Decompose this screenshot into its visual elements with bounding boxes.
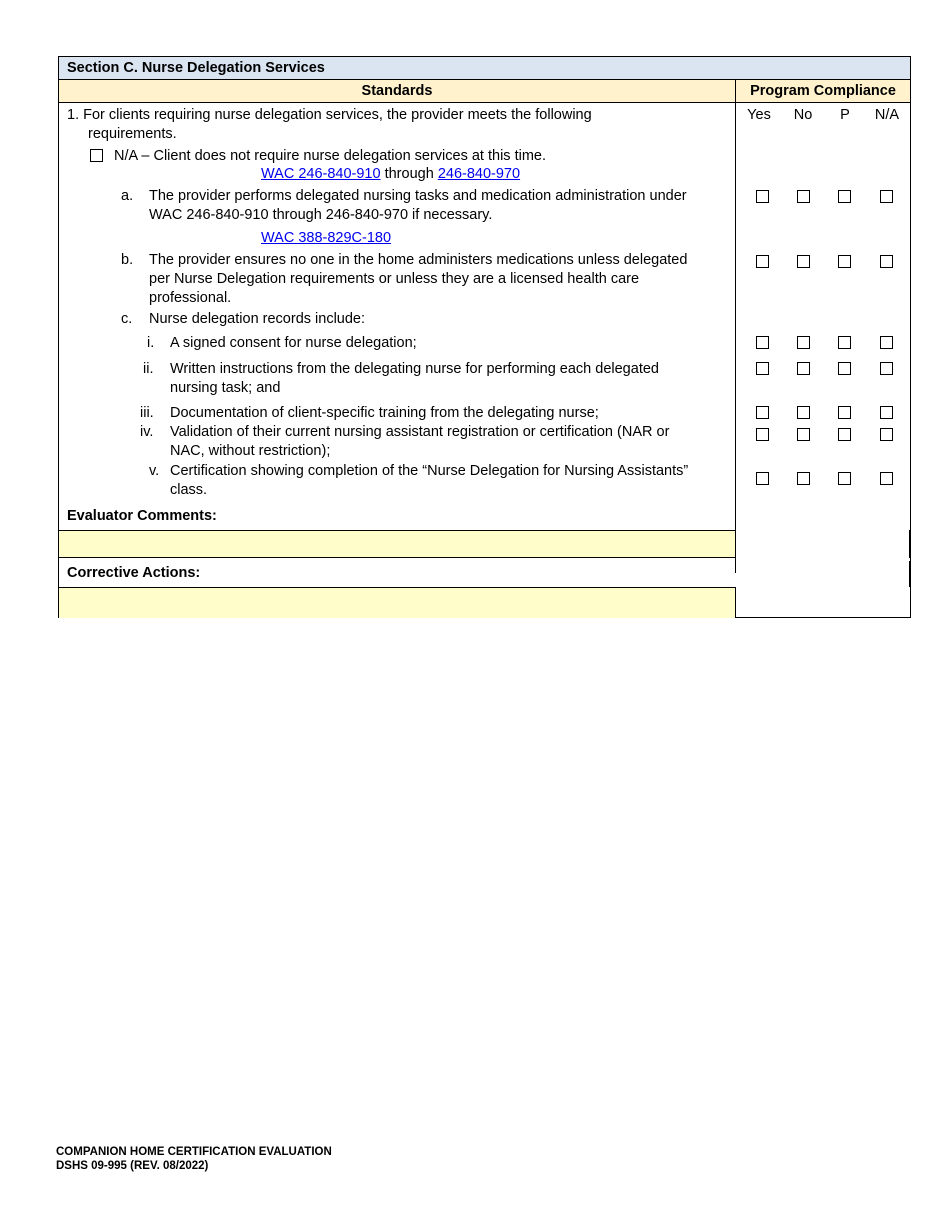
item-ciii-p-checkbox[interactable] [838, 406, 851, 419]
wac-link-388-829c-180[interactable]: WAC 388-829C-180 [261, 230, 392, 246]
item-cv-yes-checkbox[interactable] [756, 472, 769, 485]
item-cv-marker: v. [149, 463, 160, 479]
item-civ-na-checkbox[interactable] [880, 428, 893, 441]
item-b-marker: b. [121, 252, 134, 268]
item-b-na-checkbox[interactable] [880, 255, 893, 268]
col-p: P [840, 107, 850, 123]
item1-line2: requirements. [88, 126, 177, 142]
item-ci-marker: i. [147, 335, 155, 351]
item-ciii-line1: Documentation of client-specific training from the delegating nurse; [170, 405, 599, 421]
item-c-marker: c. [121, 311, 133, 327]
col-na: N/A [874, 107, 900, 123]
wac-reference-2 [261, 229, 391, 248]
evaluation-form-table [58, 56, 911, 618]
item-ci-p-checkbox[interactable] [838, 336, 851, 349]
item-a-yes-checkbox[interactable] [756, 190, 769, 203]
na-text: N/A – Client does not require nurse delegation services at this time. [114, 148, 547, 164]
col-no: No [793, 107, 813, 123]
item-cv-p-checkbox[interactable] [838, 472, 851, 485]
item-cii-no-checkbox[interactable] [797, 362, 810, 375]
item-b-no-checkbox[interactable] [797, 255, 810, 268]
item-a-na-checkbox[interactable] [880, 190, 893, 203]
footer-form-title: COMPANION HOME CERTIFICATION EVALUATION [56, 1146, 332, 1158]
item-cv-na-checkbox[interactable] [880, 472, 893, 485]
item-cii-p-checkbox[interactable] [838, 362, 851, 375]
item-a-line1: The provider performs delegated nursing tasks and medication administration under [149, 188, 687, 204]
item-civ-line2: NAC, without restriction); [170, 443, 331, 459]
footer-form-number: DSHS 09-995 (REV. 08/2022) [56, 1160, 209, 1172]
item-cii-yes-checkbox[interactable] [756, 362, 769, 375]
item-ciii-no-checkbox[interactable] [797, 406, 810, 419]
item-ciii-yes-checkbox[interactable] [756, 406, 769, 419]
item-cv-line2: class. [170, 482, 208, 498]
item-b-yes-checkbox[interactable] [756, 255, 769, 268]
item-civ-yes-checkbox[interactable] [756, 428, 769, 441]
wac-link-246-840-970[interactable]: 246-840-970 [437, 166, 521, 182]
corrective-actions-label: Corrective Actions: [67, 565, 201, 581]
wac-link-246-840-910[interactable]: WAC 246-840-910 [261, 166, 381, 182]
evaluator-comments-field[interactable] [59, 530, 736, 558]
item-ci-na-checkbox[interactable] [880, 336, 893, 349]
item-cii-line2: nursing task; and [170, 380, 281, 396]
item-ci-line1: A signed consent for nurse delegation; [170, 335, 417, 351]
item-civ-line1: Validation of their current nursing assistant registration or certification (NAR or [170, 424, 670, 440]
wac-through: through [384, 166, 434, 182]
item-ciii-na-checkbox[interactable] [880, 406, 893, 419]
comments-right-border [909, 530, 910, 558]
item-cv-no-checkbox[interactable] [797, 472, 810, 485]
item-ci-yes-checkbox[interactable] [756, 336, 769, 349]
col-yes: Yes [747, 107, 771, 123]
item-cii-marker: ii. [143, 361, 154, 377]
na-checkbox[interactable] [90, 149, 103, 162]
item-b-line3: professional. [149, 290, 232, 306]
item-cv-line1: Certification showing completion of the “Nurse Delegation for Nursing Assistants” [170, 463, 689, 479]
item-civ-no-checkbox[interactable] [797, 428, 810, 441]
item-b-p-checkbox[interactable] [838, 255, 851, 268]
evaluator-comments-label: Evaluator Comments: [67, 508, 217, 524]
item-cii-line1: Written instructions from the delegating nurse for performing each delegated [170, 361, 659, 377]
item-civ-p-checkbox[interactable] [838, 428, 851, 441]
item-a-line2: WAC 246-840-910 through 246-840-970 if necessary. [149, 207, 493, 223]
item-ciii-marker: iii. [140, 405, 154, 421]
item-ci-no-checkbox[interactable] [797, 336, 810, 349]
item-c-text: Nurse delegation records include: [149, 311, 366, 327]
standards-header: Standards [59, 80, 736, 103]
wac-reference-1 [261, 165, 520, 184]
compliance-header: Program Compliance [736, 80, 910, 103]
section-title: Section C. Nurse Delegation Services [59, 57, 910, 80]
item-cii-na-checkbox[interactable] [880, 362, 893, 375]
item-a-marker: a. [121, 188, 134, 204]
column-divider [735, 103, 736, 573]
item-a-p-checkbox[interactable] [838, 190, 851, 203]
corrective-actions-field[interactable] [59, 587, 736, 618]
corrective-right-border [909, 561, 910, 587]
item-a-no-checkbox[interactable] [797, 190, 810, 203]
item1-line1: 1. For clients requiring nurse delegation services, the provider meets the following [67, 107, 592, 123]
item-b-line1: The provider ensures no one in the home administers medications unless delegated [149, 252, 688, 268]
item-b-line2: per Nurse Delegation requirements or unless they are a licensed health care [149, 271, 640, 287]
item-civ-marker: iv. [140, 424, 154, 440]
